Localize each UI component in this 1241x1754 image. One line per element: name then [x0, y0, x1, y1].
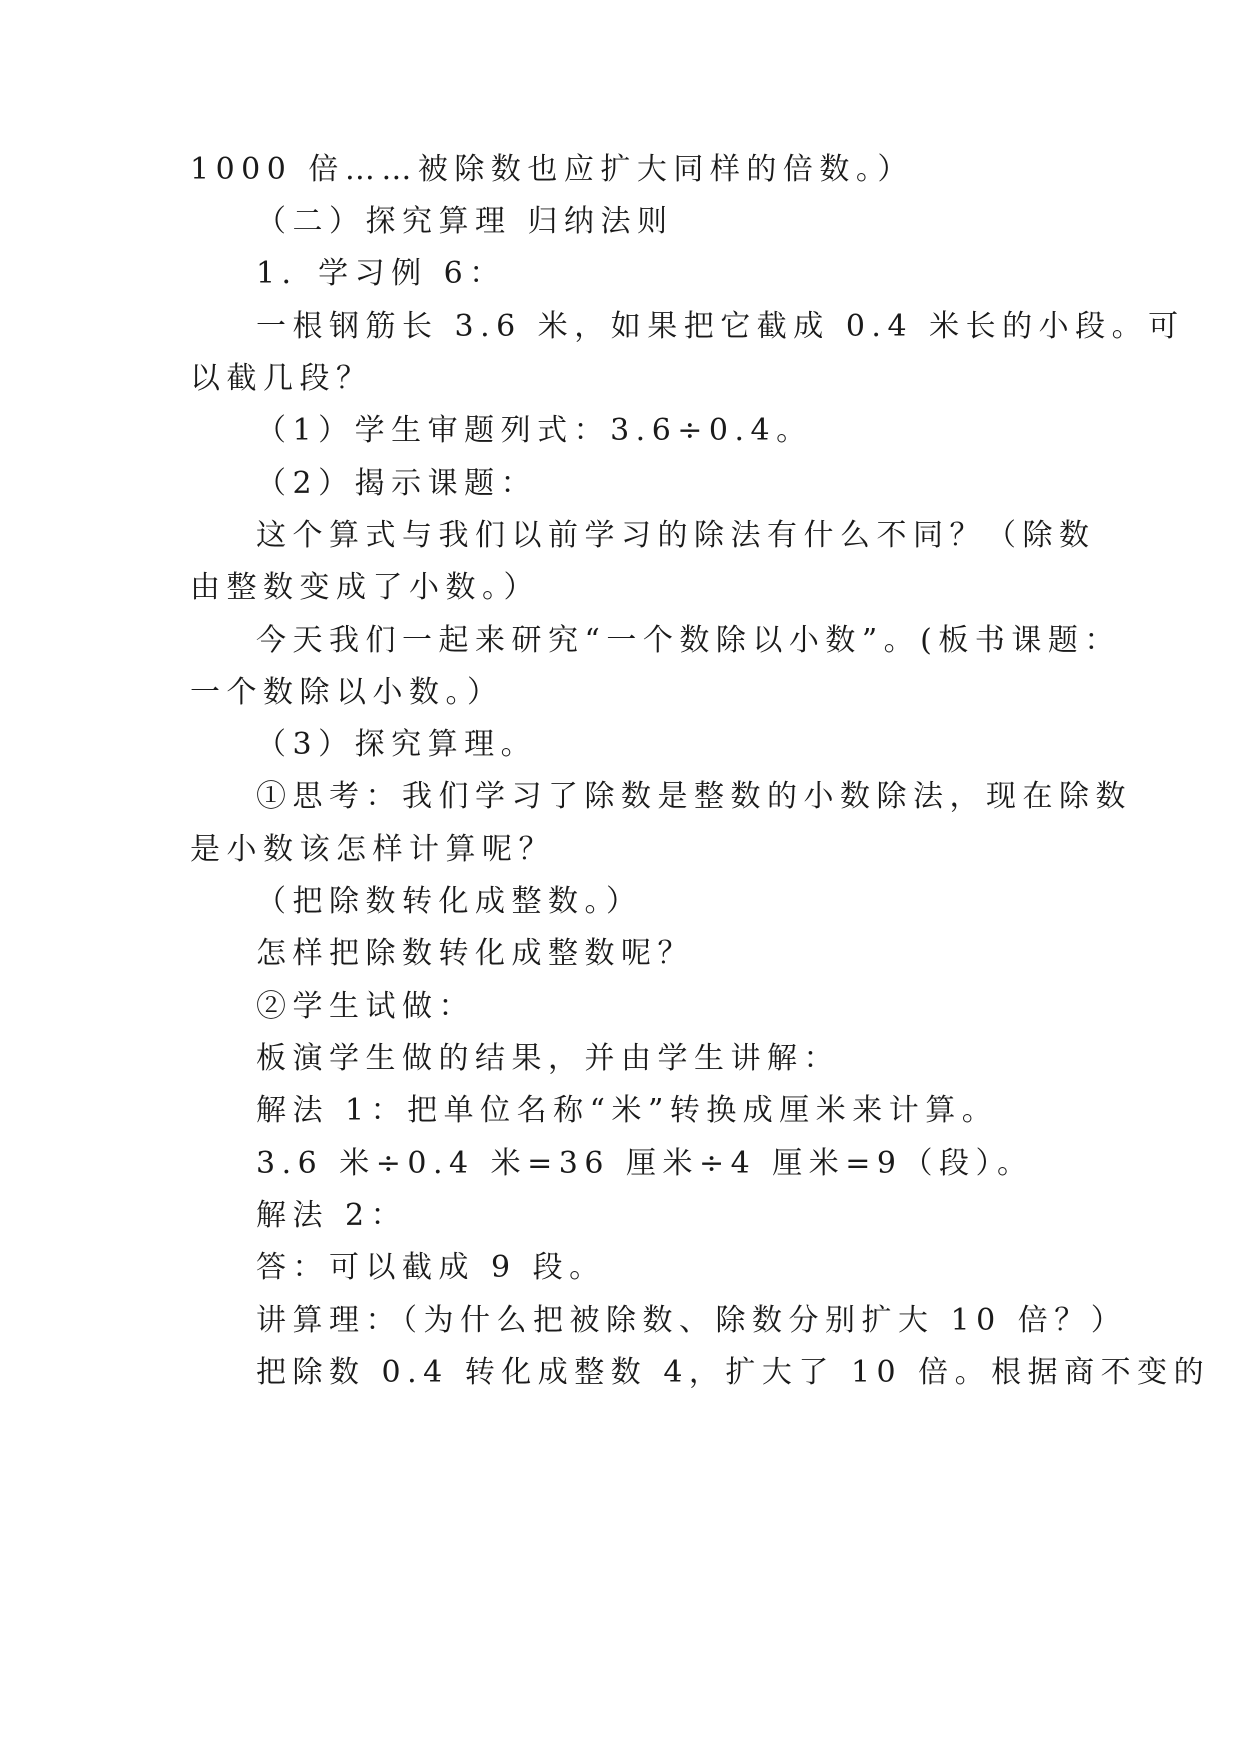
text-line-12: （3）探究算理。 [256, 727, 538, 762]
text-line-1: 1000 倍……被除数也应扩大同样的倍数。） [190, 152, 914, 187]
text-line-11: 一个数除以小数。） [190, 675, 504, 710]
text-line-13: ①思考：我们学习了除数是整数的小数除法，现在除数 [256, 779, 1132, 814]
text-line-14: 是小数该怎样计算呢？ [190, 832, 555, 867]
text-line-4: 一根钢筋长 3.6 米，如果把它截成 0.4 米长的小段。可 [256, 309, 1185, 344]
text-line-15: （把除数转化成整数。） [256, 884, 643, 919]
text-line-21: 解法 2： [256, 1198, 408, 1233]
text-line-16: 怎样把除数转化成整数呢？ [256, 936, 694, 971]
example-heading: 1．学习例 6： [256, 256, 506, 291]
text-line-23: 讲算理：（为什么把被除数、除数分别扩大 10 倍？） [256, 1303, 1128, 1338]
section-heading: （二）探究算理 归纳法则 [256, 204, 674, 239]
text-line-18: 板演学生做的结果，并由学生讲解： [256, 1041, 840, 1076]
text-line-5: 以截几段？ [190, 361, 373, 396]
text-line-6: （1）学生审题列式：3.6÷0.4。 [256, 413, 813, 448]
text-line-24: 把除数 0.4 转化成整数 4，扩大了 10 倍。根据商不变的 [256, 1355, 1211, 1390]
text-line-10: 今天我们一起来研究“一个数除以小数”。(板书课题： [256, 623, 1121, 658]
text-line-9: 由整数变成了小数。） [190, 570, 540, 605]
text-line-19: 解法 1：把单位名称“米”转换成厘米来计算。 [256, 1093, 999, 1128]
text-line-22: 答：可以截成 9 段。 [256, 1250, 606, 1285]
text-line-20: 3.6 米÷0.4 米=36 厘米÷4 厘米=9（段）。 [256, 1146, 1034, 1181]
text-line-7: （2）揭示课题： [256, 466, 538, 501]
text-line-8: 这个算式与我们以前学习的除法有什么不同？（除数 [256, 518, 1096, 553]
text-line-17: ②学生试做： [256, 989, 475, 1024]
